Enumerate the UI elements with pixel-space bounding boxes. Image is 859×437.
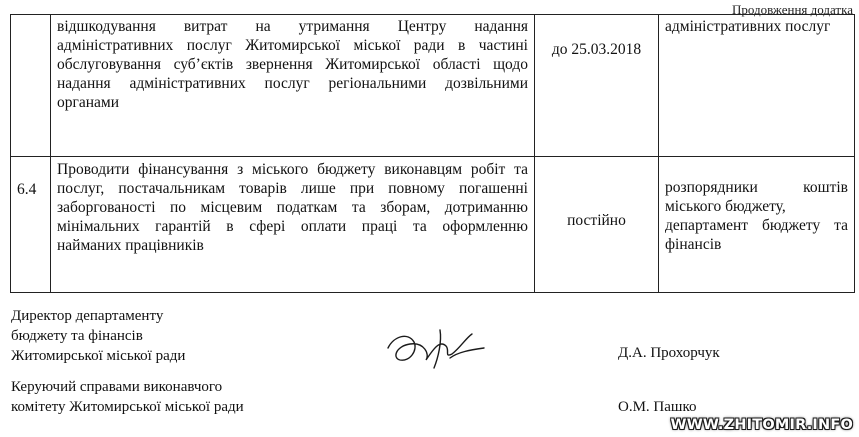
row-deadline: до 25.03.2018 [535, 15, 659, 157]
signatory-name: О.М. Пашко [618, 399, 697, 415]
row-number [11, 15, 51, 157]
table-row [11, 15, 855, 157]
measures-table [10, 14, 855, 293]
continuation-note: Продовження додатка [732, 2, 853, 17]
table-row [11, 157, 855, 293]
row-description: відшкодування витрат на утримання Центру надання адміністративних послуг Житомирської міської ради в частині обслуговування суб’єктів звернення Житомирської області щодо надання адміністративних послуг регіональними дозвільними органами [51, 15, 535, 157]
signatory-title-director: Директор департаменту бюджету та фінансів Житомирської міської ради [11, 308, 186, 364]
row-responsible: адміністративних послуг [659, 15, 855, 157]
row-description: Проводити фінансування з міського бюджету виконавцям робіт та послуг, постачальникам товарів лише при повному погашенні заборгованості по місцевим податкам та зборам, дотриманню мінімальних гарантій в сфері оплати праці та оформленню найманих працівників [51, 157, 535, 293]
site-watermark: WWW.ZHITOMIR.INFO [670, 417, 853, 433]
signatory-title-manager: Керуючий справами виконавчого комітету Житомирської міської ради [11, 379, 244, 415]
row-deadline: постійно [535, 157, 659, 293]
row-responsible: розпорядники коштів міського бюджету, департамент бюджету та фінансів [659, 157, 855, 293]
signatory-name: Д.А. Прохорчук [618, 345, 720, 361]
handwritten-signature [380, 318, 490, 370]
row-number: 6.4 [11, 157, 51, 293]
